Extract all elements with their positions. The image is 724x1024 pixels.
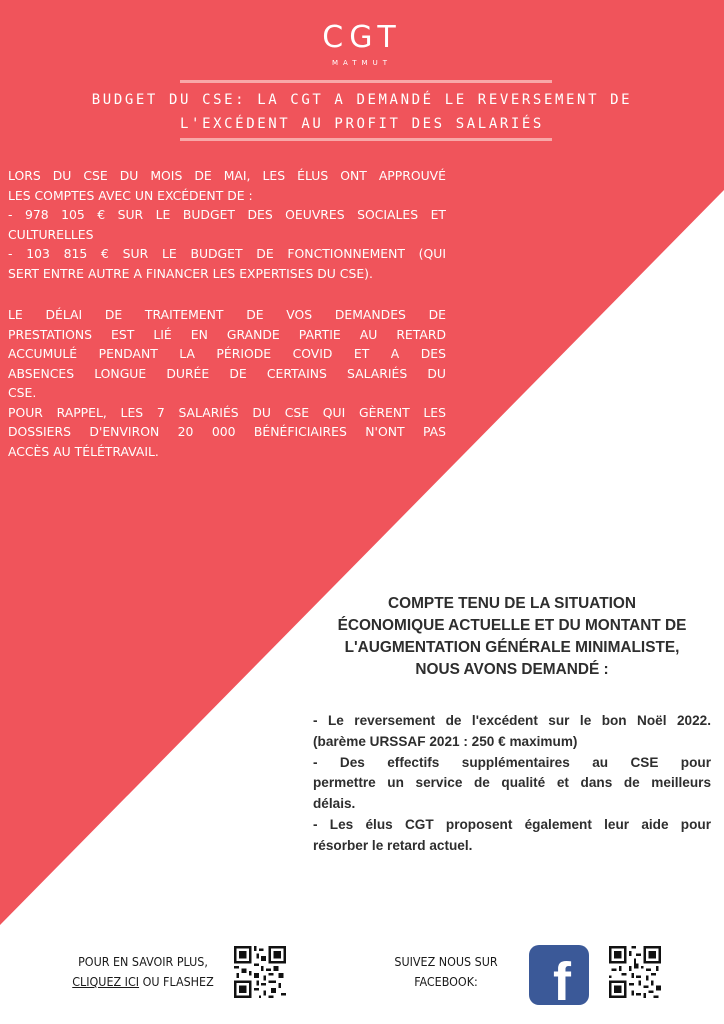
logo-text: CGT — [322, 20, 402, 55]
intro-line: LORS DU CSE DU MOIS DE MAI, LES ÉLUS ONT APPROUVÉ — [8, 168, 446, 183]
demand-heading-line: NOUS AVONS DEMANDÉ : — [415, 661, 609, 678]
demand-heading — [296, 593, 724, 681]
intro-line: LE DÉLAI DE TRAITEMENT DE VOS DEMANDES DE — [8, 307, 446, 322]
intro-line: POUR RAPPEL, LES 7 SALARIÉS DU CSE QUI GÈRENT LES — [8, 404, 446, 420]
demand-item-line: résorber le retard actuel. — [313, 837, 473, 853]
logo-subtext: MATMUT — [332, 59, 392, 67]
intro-line: - 978 105 € SUR LE BUDGET DES OEUVRES SOCIALES ET — [8, 207, 446, 222]
intro-line: SERT ENTRE AUTRE A FINANCER LES EXPERTISES DU CSE). — [8, 265, 373, 281]
demand-item-line: (barème URSSAF 2021 : 250 € maximum) — [313, 733, 578, 749]
demand-item-line: - Le reversement de l'excédent sur le bon Noël 2022. — [313, 713, 711, 728]
follow-us-text — [382, 952, 510, 992]
demand-heading-line: COMPTE TENU DE LA SITUATION — [388, 595, 636, 612]
intro-line: LES COMPTES AVEC UN EXCÉDENT DE : — [8, 187, 253, 203]
qr-code-facebook[interactable] — [609, 946, 661, 998]
intro-line: ABSENCES LONGUE DURÉE DE CERTAINS SALARIÉS DU — [8, 365, 446, 381]
intro-paragraph-2 — [8, 305, 446, 461]
or-flash-text: OU FLASHEZ — [139, 974, 214, 989]
qr-code-info[interactable] — [234, 946, 286, 998]
page-title — [60, 88, 664, 136]
intro-line: ACCUMULÉ PENDANT LA PÉRIODE COVID ET A DES — [8, 346, 446, 361]
title-line-1: BUDGET DU CSE: LA CGT A DEMANDÉ LE REVERSEMENT DE — [91, 92, 633, 108]
demand-item-line: - Les élus CGT proposent également leur aide pour — [313, 816, 711, 832]
demand-heading-line: L'AUGMENTATION GÉNÉRALE MINIMALISTE, — [344, 639, 680, 656]
demand-item-line: permettre un service de qualité et dans de meilleurs — [313, 775, 711, 791]
demand-item-line: délais. — [313, 796, 356, 812]
more-info-line: POUR EN SAVOIR PLUS, — [78, 954, 208, 969]
more-info-line-2 — [58, 972, 228, 992]
more-info-text — [58, 952, 228, 992]
follow-line: SUIVEZ NOUS SUR — [394, 954, 498, 969]
demand-list — [313, 711, 711, 857]
click-here-link[interactable]: CLIQUEZ ICI — [72, 974, 140, 989]
facebook-icon[interactable] — [529, 945, 589, 1005]
cgt-logo — [312, 18, 412, 72]
title-line-2: L'EXCÉDENT AU PROFIT DES SALARIÉS — [180, 116, 544, 132]
demand-heading-line: ÉCONOMIQUE ACTUELLE ET DU MONTANT DE — [337, 617, 687, 634]
intro-paragraph-1 — [8, 166, 446, 283]
intro-line: - 103 815 € SUR LE BUDGET DE FONCTIONNEMENT (QUI — [8, 246, 446, 261]
title-rule-top — [180, 80, 552, 83]
intro-line: PRESTATIONS EST LIÉ EN GRANDE PARTIE AU RETARD — [8, 326, 446, 342]
intro-line: CSE. — [8, 385, 37, 400]
follow-line-2: FACEBOOK: — [414, 974, 478, 989]
facebook-glyph: f — [553, 952, 571, 1005]
title-rule-bottom — [180, 138, 552, 141]
intro-line: ACCÈS AU TÉLÉTRAVAIL. — [8, 443, 159, 459]
intro-line: DOSSIERS D'ENVIRON 20 000 BÉNÉFICIAIRES N'ONT PAS — [8, 424, 446, 439]
intro-line: CULTURELLES — [8, 226, 94, 242]
demand-item-line: - Des effectifs supplémentaires au CSE pour — [313, 754, 711, 770]
